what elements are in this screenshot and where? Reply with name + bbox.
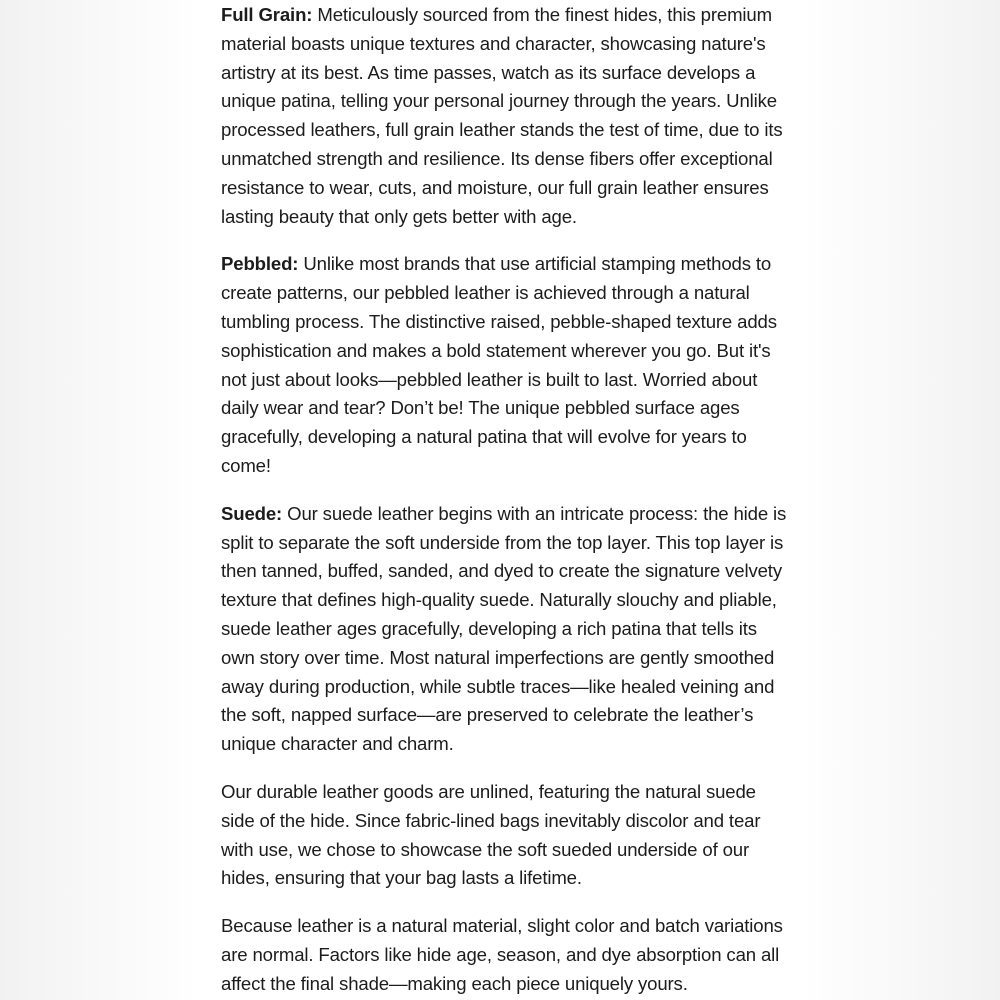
pebbled-term: Pebbled:: [221, 253, 299, 275]
color-variation-paragraph: Because leather is a natural material, slight color and batch variations are normal. Factors like hide age, season, and dye absorption can all affect the final shade—making each piece uniquely yours.: [221, 915, 783, 994]
pebbled-text: Unlike most brands that use artificial stamping methods to create patterns, our pebbled leather is achieved through a natural tumbling process. The distinctive raised, pebble-shaped texture adds sophistication and makes a bold statement wherever you go. But it's not just about looks—pebbled leather is built to last. Worried about daily wear and tear? Don’t be! The unique pebbled surface ages gracefully, developing a natural patina that will evolve for years to come!: [221, 253, 777, 476]
leather-description: [221, 1, 787, 1000]
full-grain-text: Meticulously sourced from the finest hides, this premium material boasts unique textures and character, showcasing nature's artistry at its best. As time passes, watch as its surface develops a unique patina, telling your personal journey through the years. Unlike processed leathers, full grain leather stands the test of time, due to its unmatched strength and resilience. Its dense fibers offer exceptional resistance to wear, cuts, and moisture, our full grain leather ensures lasting beauty that only gets better with age.: [221, 4, 783, 227]
full-grain-paragraph: [221, 1, 787, 231]
suede-text: Our suede leather begins with an intricate process: the hide is split to separate the soft underside from the top layer. This top layer is then tanned, buffed, sanded, and dyed to create the signature velvety texture that defines high-quality suede. Naturally slouchy and pliable, suede leather ages gracefully, developing a rich patina that tells its own story over time. Most natural imperfections are gently smoothed away during production, while subtle traces—like healed veining and the soft, napped surface—are preserved to celebrate the leather’s unique character and charm.: [221, 502, 787, 755]
unlined-paragraph: Our durable leather goods are unlined, featuring the natural suede side of the hide. Since fabric-lined bags inevitably discolor and tear with use, we chose to showcase the soft sueded underside of our hides, ensuring that your bag lasts a lifetime.: [221, 780, 761, 889]
pebbled-paragraph: [221, 250, 787, 480]
full-grain-term: Full Grain:: [221, 4, 313, 25]
suede-paragraph: [221, 500, 787, 759]
suede-term: Suede:: [221, 502, 283, 524]
